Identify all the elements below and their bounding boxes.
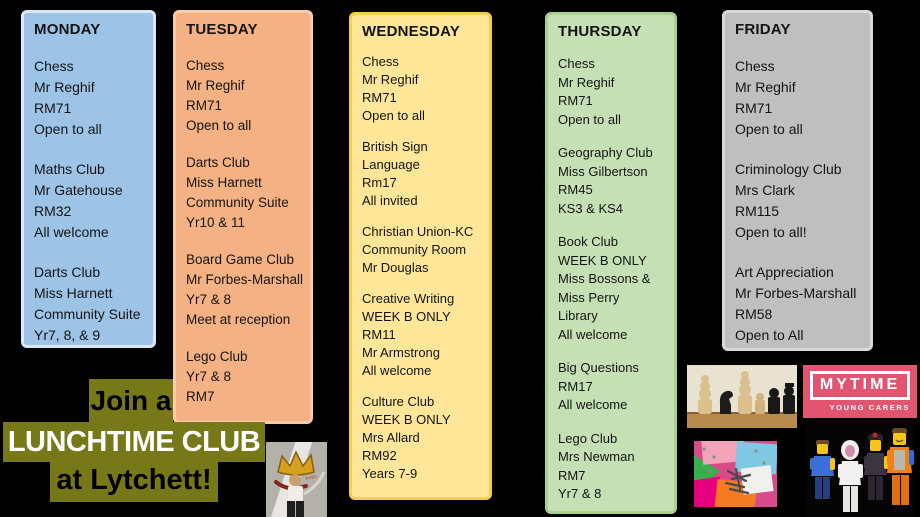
club-line: Criminology Club <box>735 161 842 177</box>
club-line: Christian Union-KC <box>362 224 474 239</box>
club-line: Darts Club <box>34 264 101 280</box>
svg-text:KING: KING <box>305 473 317 481</box>
club-line: Open to all <box>558 111 621 127</box>
club-line: Mr Gatehouse <box>34 182 123 198</box>
club-line: KS3 & KS4 <box>558 200 624 216</box>
club-entry <box>735 159 860 243</box>
club-line: RM58 <box>735 306 773 322</box>
club-line: Miss Gilbertson <box>558 163 648 179</box>
mytime-logo <box>803 365 917 418</box>
club-line: Big Questions <box>558 360 639 375</box>
day-header: THURSDAY <box>558 23 642 40</box>
club-line: Miss Bossons & <box>558 271 651 286</box>
club-line: RM7 <box>186 389 215 404</box>
club-line: Lego Club <box>558 430 618 446</box>
club-line: Board Game Club <box>186 252 295 267</box>
club-line: Mr Forbes-Marshall <box>735 285 857 301</box>
king-photo-illustration <box>266 442 327 517</box>
club-line: Open to all! <box>735 224 807 240</box>
club-line: Book Club <box>558 234 618 249</box>
club-entry <box>362 138 479 210</box>
day-column-wednesday <box>349 12 492 500</box>
club-line: Community Suite <box>34 306 141 322</box>
king-photo <box>266 442 327 517</box>
banner-at-lytchett <box>50 458 218 502</box>
club-line: Open to all <box>735 121 803 137</box>
club-line: Art Appreciation <box>735 264 834 280</box>
banner-join-text: Join a <box>90 384 172 416</box>
club-entry <box>362 393 479 483</box>
club-line: Miss Harnett <box>34 285 113 301</box>
banner-lunchtime-club <box>3 422 265 462</box>
club-line: RM71 <box>735 100 773 116</box>
club-line: Yr7 & 8 <box>558 486 602 501</box>
club-line: Lego Club <box>186 349 248 364</box>
day-body <box>34 56 143 346</box>
club-entry <box>558 359 664 415</box>
club-line: All welcome <box>558 326 628 342</box>
club-line: Community Suite <box>186 195 289 210</box>
club-line: Maths Club <box>34 161 105 177</box>
club-line: Rm17 <box>362 175 397 190</box>
club-line: RM71 <box>362 90 397 105</box>
club-line: RM32 <box>34 203 72 219</box>
club-entry <box>34 159 143 243</box>
chess-photo-illustration <box>687 365 797 428</box>
day-header: FRIDAY <box>735 21 791 38</box>
club-entry <box>186 153 300 233</box>
club-entry <box>362 223 479 277</box>
club-line: Mr Forbes-Marshall <box>186 272 304 287</box>
club-line: RM7 <box>558 467 586 483</box>
day-body <box>362 53 479 483</box>
club-line: Mr Armstrong <box>362 345 441 360</box>
club-line: Culture Club <box>362 394 435 409</box>
day-header: WEDNESDAY <box>362 23 460 40</box>
club-line: Yr7 & 8 <box>186 369 232 384</box>
club-line: Yr10 & 11 <box>186 215 246 230</box>
day-body <box>558 55 664 504</box>
club-line: Open to all <box>362 108 425 123</box>
club-entry <box>735 262 860 346</box>
club-entry <box>186 250 304 330</box>
club-line: RM71 <box>558 93 593 108</box>
club-line: Open to all <box>34 121 102 137</box>
banner-at-lytchett-text: at Lytchett! <box>56 463 212 496</box>
club-entry <box>735 56 860 140</box>
club-line: Mr Reghif <box>735 79 796 95</box>
club-line: Chess <box>34 58 74 74</box>
club-line: All welcome <box>558 397 628 412</box>
club-line: Chess <box>558 56 595 71</box>
craft-photo <box>694 441 777 507</box>
club-line: British Sign <box>362 139 428 154</box>
club-line: Yr7, 8, & 9 <box>34 327 101 343</box>
club-line: All welcome <box>34 224 109 240</box>
day-header: TUESDAY <box>186 21 258 38</box>
club-entry <box>558 144 664 218</box>
day-header: MONDAY <box>34 21 101 38</box>
club-line: Darts Club <box>186 155 250 170</box>
club-line: RM11 <box>362 327 396 342</box>
day-column-friday <box>722 10 873 351</box>
club-line: Miss Perry <box>558 289 620 305</box>
club-line: Library <box>558 308 598 323</box>
club-line: RM17 <box>558 378 593 394</box>
club-line: Mr Reghif <box>34 79 95 95</box>
club-line: Language <box>362 157 420 172</box>
club-entry <box>186 347 300 407</box>
club-line: Mrs Allard <box>362 430 420 445</box>
club-line: All welcome <box>362 363 432 378</box>
club-line: Miss Harnett <box>186 175 262 190</box>
club-entry <box>34 262 143 346</box>
club-line: WEEK B ONLY <box>362 309 451 324</box>
club-line: RM45 <box>558 182 593 197</box>
club-line: Chess <box>735 58 775 74</box>
club-line: RM115 <box>735 203 780 219</box>
club-line: Mrs Clark <box>735 182 795 198</box>
club-line: Years 7-9 <box>362 466 418 481</box>
club-line: Open to All <box>735 327 804 343</box>
mytime-tagline: YOUNG CARERS <box>829 403 910 412</box>
mytime-brand: MYTIME <box>810 371 910 400</box>
club-entry <box>558 55 664 129</box>
day-body <box>186 56 304 407</box>
club-entry <box>558 430 664 504</box>
club-entry <box>362 290 479 380</box>
lego-photo-illustration <box>806 420 914 517</box>
day-column-tuesday <box>173 10 313 424</box>
club-entry <box>186 56 300 136</box>
craft-photo-illustration <box>694 441 777 507</box>
club-line: Mr Reghif <box>558 74 615 90</box>
club-line: All invited <box>362 193 418 208</box>
day-body <box>735 56 860 346</box>
club-line: Creative Writing <box>362 291 455 306</box>
club-line: Chess <box>362 54 399 69</box>
club-line: Mr Douglas <box>362 260 429 275</box>
club-line: Geography Club <box>558 145 653 160</box>
club-entry <box>558 233 664 344</box>
club-line: WEEK B ONLY <box>362 412 451 427</box>
chess-photo <box>687 365 797 428</box>
club-line: RM71 <box>34 100 72 116</box>
club-line: Chess <box>186 58 225 73</box>
banner-lunchtime-club-text: LUNCHTIME CLUB <box>7 425 261 458</box>
day-column-monday <box>21 10 156 348</box>
club-line: RM71 <box>186 98 223 113</box>
banner-join <box>89 379 173 422</box>
club-line: Meet at reception <box>186 312 291 327</box>
club-line: RM92 <box>362 448 397 463</box>
club-line: Mr Reghif <box>186 78 245 93</box>
club-line: Mrs Newman <box>558 449 635 464</box>
day-column-thursday <box>545 12 677 514</box>
club-line: Yr7 & 8 <box>186 292 232 307</box>
club-entry <box>362 53 479 125</box>
lego-photo <box>806 420 914 517</box>
club-entry <box>34 56 143 140</box>
club-line: Mr Reghif <box>362 72 419 87</box>
club-line: Open to all <box>186 118 252 133</box>
club-line: Community Room <box>362 242 467 257</box>
club-line: WEEK B ONLY <box>558 252 647 268</box>
